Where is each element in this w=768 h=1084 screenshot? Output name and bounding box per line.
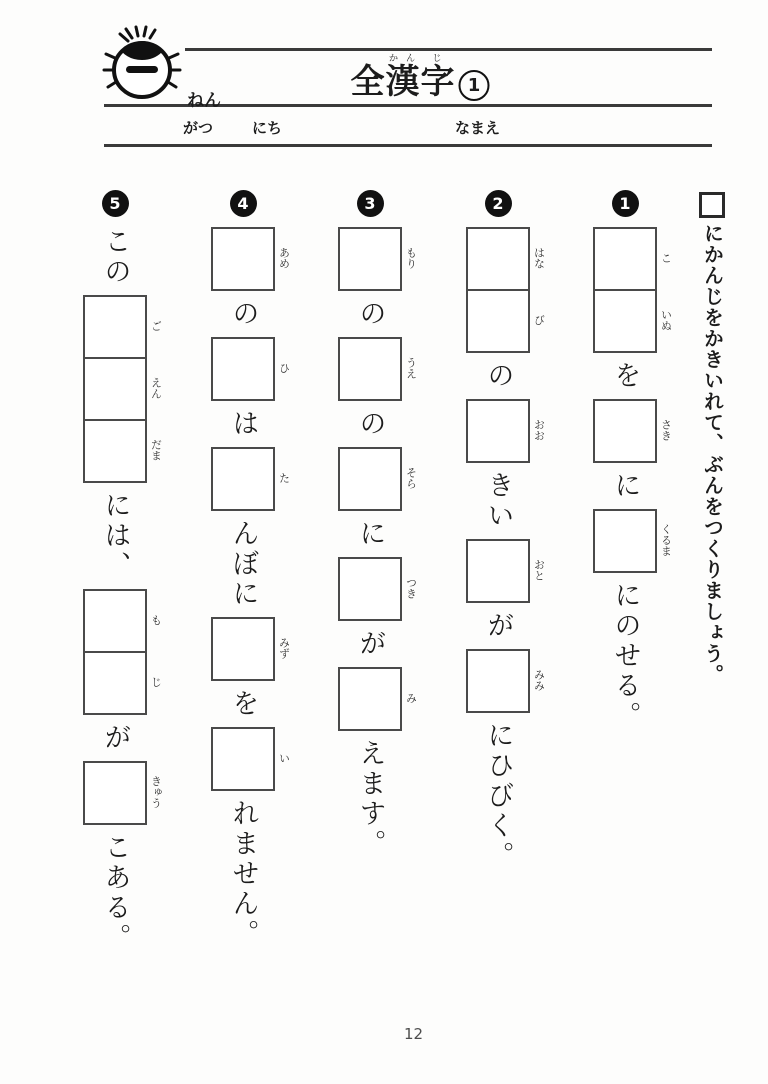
sentence-text: きい: [482, 471, 514, 531]
kanji-box-group: [338, 557, 418, 621]
kanji-box-group: [211, 337, 291, 401]
sentence-text: この: [99, 227, 131, 287]
furigana-hint: こ: [659, 252, 673, 264]
furigana-hint: えん: [149, 377, 163, 399]
kanji-writing-box[interactable]: [593, 227, 657, 291]
kanji-writing-box[interactable]: [466, 289, 530, 353]
kanji-writing-box[interactable]: [211, 337, 275, 401]
furigana-hint: み: [404, 692, 418, 704]
furigana-hint: はな: [532, 247, 546, 269]
kanji-box-group: [83, 761, 163, 825]
kanji-box-symbol-icon: [699, 192, 725, 218]
kanji-writing-box[interactable]: [211, 227, 275, 291]
kanji-writing-box[interactable]: [593, 509, 657, 573]
kanji-box-group: [211, 447, 291, 511]
sentence-text: れません。: [227, 799, 259, 949]
kanji-writing-box[interactable]: [83, 357, 147, 421]
page-number: 12: [404, 1025, 424, 1043]
worksheet-title: 全 漢かん 字じ 1: [351, 54, 490, 103]
sentence-text: の: [482, 361, 514, 391]
kanji-box-group: [338, 227, 418, 291]
sentence-text: に: [354, 519, 386, 549]
kanji-box-group: [83, 295, 163, 483]
furigana-hint: みみ: [532, 669, 546, 691]
grade-number-one-bar: [126, 66, 158, 73]
exercise-column-5: [83, 190, 163, 953]
kanji-writing-box[interactable]: [83, 651, 147, 715]
furigana-hint: び: [532, 314, 546, 326]
exercise-column-1: [593, 190, 673, 731]
month-label: がつ: [183, 119, 214, 137]
kanji-box-group: [466, 227, 546, 353]
sentence-text: が: [354, 629, 386, 659]
kanji-writing-box[interactable]: [338, 667, 402, 731]
kanji-box-group: [466, 649, 546, 713]
title-circled-number: 1: [459, 70, 490, 101]
furigana-hint: きゅう: [149, 775, 163, 809]
furigana-hint: い: [277, 752, 291, 764]
furigana-hint: うえ: [404, 357, 418, 379]
sentence-text: を: [227, 689, 259, 719]
kanji-box-group: [338, 447, 418, 511]
sentence-text: の: [354, 409, 386, 439]
kanji-writing-box[interactable]: [83, 295, 147, 359]
kanji-box-group: [593, 509, 673, 573]
furigana-hint: ひ: [277, 362, 291, 374]
kanji-writing-box[interactable]: [338, 447, 402, 511]
exercise-number-badge: 2: [485, 190, 512, 217]
kanji-writing-box[interactable]: [83, 419, 147, 483]
exercise-number-badge: 5: [102, 190, 129, 217]
kanji-box-group: [211, 727, 291, 791]
kanji-writing-box[interactable]: [211, 617, 275, 681]
furigana-hint: いぬ: [659, 309, 673, 331]
sentence-text: にひびく。: [482, 721, 514, 871]
furigana-hint: つき: [404, 577, 418, 599]
furigana-hint: あめ: [277, 247, 291, 269]
sentence-text: が: [99, 723, 131, 753]
title-prefix: 全: [350, 62, 385, 102]
kanji-writing-box[interactable]: [338, 227, 402, 291]
furigana-hint: じ: [149, 676, 163, 688]
sentence-text: えます。: [354, 739, 386, 859]
exercise-number-badge: 4: [230, 190, 257, 217]
kanji-box-group: [83, 589, 163, 715]
furigana-hint: みず: [277, 637, 291, 659]
kanji-writing-box[interactable]: [211, 447, 275, 511]
kanji-box-group: [466, 399, 546, 463]
furigana-hint: た: [277, 472, 291, 484]
kanji-writing-box[interactable]: [466, 227, 530, 291]
sentence-text: の: [227, 299, 259, 329]
furigana-hint: も: [149, 614, 163, 626]
furigana-hint: くるま: [659, 523, 673, 557]
exercise-number-badge: 1: [612, 190, 639, 217]
kanji-writing-box[interactable]: [593, 399, 657, 463]
kanji-writing-box[interactable]: [466, 649, 530, 713]
sentence-text: にのせる。: [609, 581, 641, 731]
kanji-box-group: [466, 539, 546, 603]
kanji-writing-box[interactable]: [211, 727, 275, 791]
kanji-writing-box[interactable]: [466, 399, 530, 463]
day-label: にち: [252, 119, 283, 137]
furigana-hint: ご: [149, 320, 163, 332]
exercise-column-2: [466, 190, 546, 871]
furigana-hint: そら: [404, 467, 418, 489]
exercise-column-4: [211, 190, 291, 949]
sentence-text: を: [609, 361, 641, 391]
name-label: なまえ: [455, 119, 501, 137]
sentence-text: に: [609, 471, 641, 501]
sentence-text: には、: [99, 491, 131, 581]
kanji-box-group: [593, 227, 673, 353]
kanji-box-group: [338, 337, 418, 401]
kanji-writing-box[interactable]: [83, 589, 147, 653]
sentence-text: は: [227, 409, 259, 439]
sentence-text: が: [482, 611, 514, 641]
ladybug-grade-icon: [102, 24, 184, 112]
sentence-text: こある。: [99, 833, 131, 953]
header-top-rule: [185, 48, 712, 51]
furigana-hint: もり: [404, 247, 418, 269]
kanji-box-group: [338, 667, 418, 731]
kanji-writing-box[interactable]: [466, 539, 530, 603]
instruction-column: [696, 192, 728, 685]
sentence-text: の: [354, 299, 386, 329]
furigana-hint: さき: [659, 419, 673, 441]
exercise-column-3: [338, 190, 418, 859]
instruction-text: にかんじをかきいれて、ぶんをつくりましょう。: [700, 223, 725, 685]
exercise-number-badge: 3: [357, 190, 384, 217]
kanji-writing-box[interactable]: [593, 289, 657, 353]
kanji-writing-box[interactable]: [338, 557, 402, 621]
sentence-text: んぼに: [227, 519, 259, 609]
furigana-hint: だま: [149, 439, 163, 461]
kanji-box-group: [211, 227, 291, 291]
furigana-hint: おと: [532, 559, 546, 581]
kanji-box-group: [211, 617, 291, 681]
kanji-box-group: [593, 399, 673, 463]
header-bottom-rule: [104, 144, 712, 147]
kanji-writing-box[interactable]: [83, 761, 147, 825]
kanji-writing-box[interactable]: [338, 337, 402, 401]
grade-year-label: ねん: [187, 91, 221, 111]
furigana-hint: おお: [532, 419, 546, 441]
